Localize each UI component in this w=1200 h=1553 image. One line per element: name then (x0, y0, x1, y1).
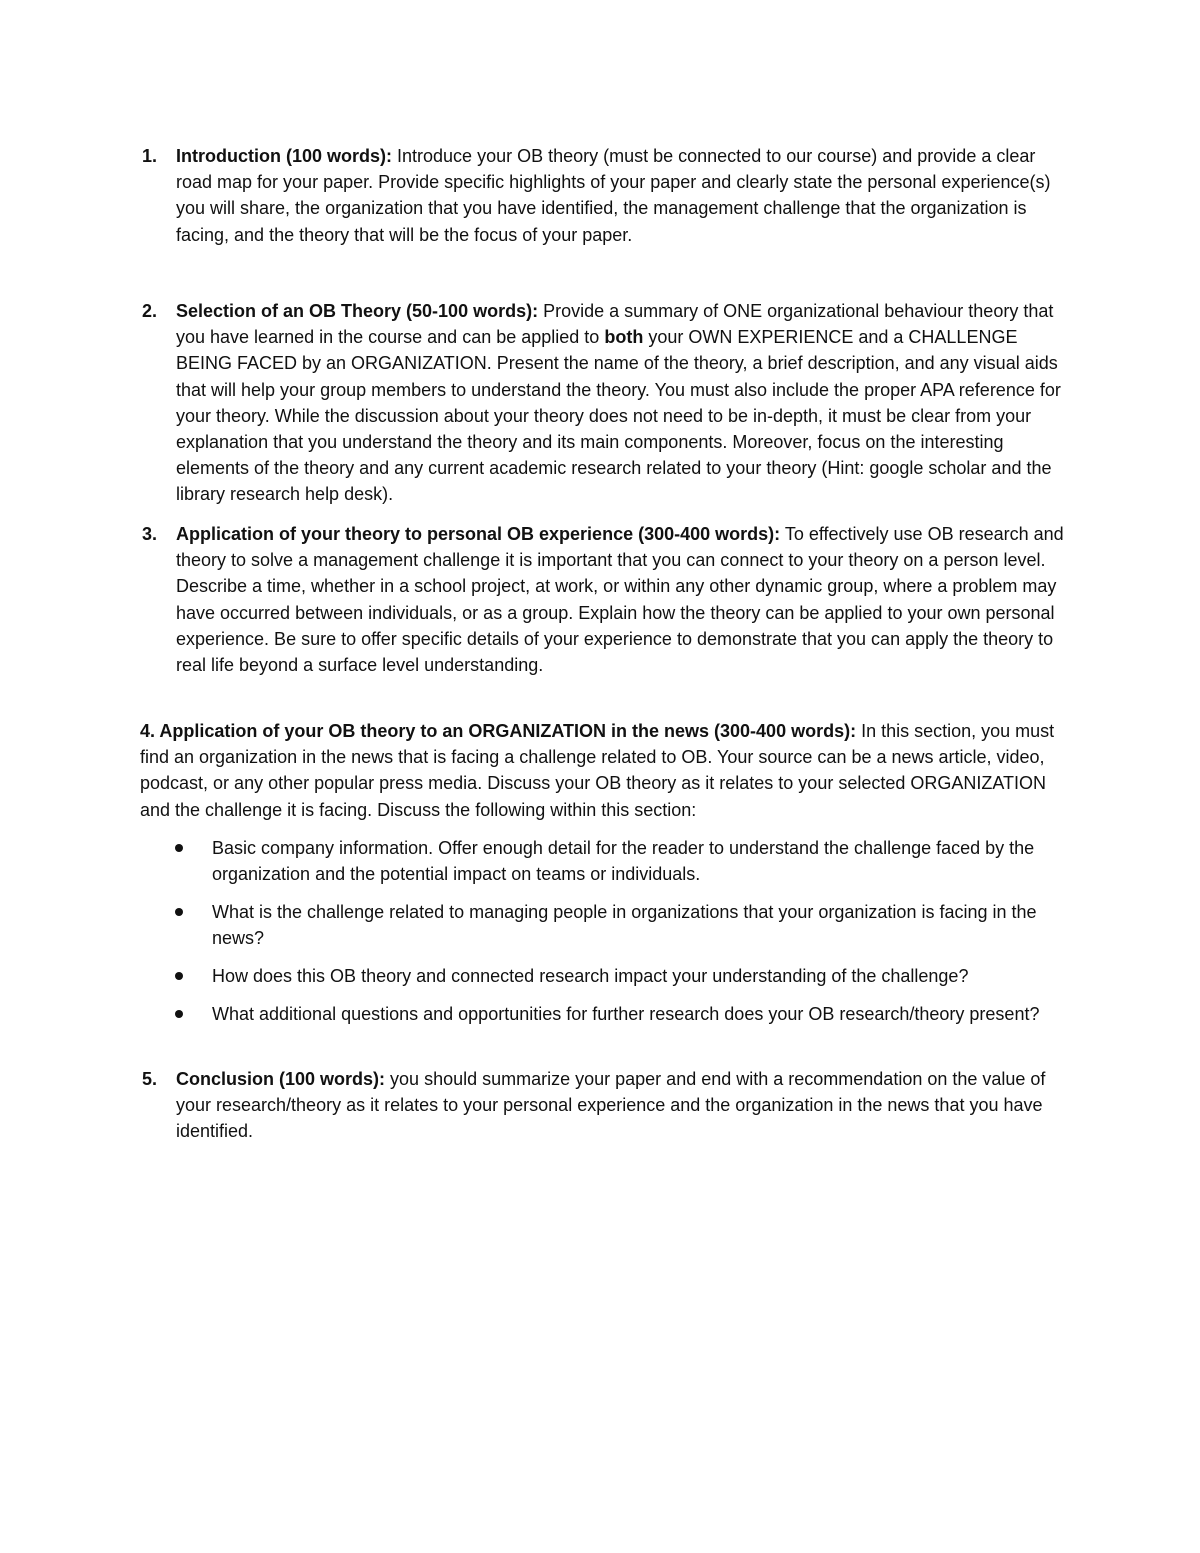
bullet-text: How does this OB theory and connected research impact your understanding of the challenge? (212, 966, 969, 986)
bullet-item (212, 835, 1072, 887)
section-body: To effectively use OB research and theory to solve a management challenge it is important that you can connect to your theory on a person level. Describe a time, whether in a school project, at work, or within any other dynamic group, where a problem may have occurred between individuals, or as a group. Explain how the theory can be applied to your own personal experience. Be sure to offer specific details of your experience to demonstrate that you can apply the theory to real life beyond a surface level understanding. (176, 524, 1064, 676)
section-selection-of-theory (142, 298, 1066, 508)
section-heading: Introduction (100 words): (176, 146, 392, 166)
bullet-text: What is the challenge related to managing people in organizations that your organization is facing in the news? (212, 902, 1037, 949)
section-body-continued: your OWN EXPERIENCE and a CHALLENGE BEING FACED by an ORGANIZATION. Present the name of the theory, a brief description, and any visual aids that will help your group members to understand the theory. You must also include the proper APA reference for your theory. While the discussion about your theory does not need to be in-depth, it must be clear from your explanation that you understand the theory and its main components. Moreover, focus on the interesting elements of the theory and any current academic research related to your theory (Hint: google scholar and the library research help desk). (176, 327, 1061, 505)
bullet-item (212, 963, 1072, 989)
bullet-item (212, 1001, 1072, 1027)
emphasis-both: both (604, 327, 644, 348)
section-heading: Application of your theory to personal OB experience (300-400 words): (176, 524, 781, 544)
bullet-dot-icon (175, 908, 183, 916)
section-number: 1. (142, 146, 158, 166)
section-heading: Selection of an OB Theory (50-100 words): (176, 301, 539, 321)
section-heading: Conclusion (100 words): (176, 1069, 386, 1089)
bullet-dot-icon (175, 1010, 183, 1018)
bullet-text: Basic company information. Offer enough detail for the reader to understand the challenge faced by the organization and the potential impact on teams or individuals. (212, 838, 1035, 885)
bullet-item (212, 899, 1072, 951)
bullet-dot-icon (175, 844, 183, 852)
section-number: 3. (142, 524, 158, 544)
bullet-dot-icon (175, 972, 183, 980)
section-heading: 4. Application of your OB theory to an ORGANIZATION in the news (300-400 words): (140, 721, 857, 741)
section-number: 2. (142, 301, 158, 321)
section-number: 5. (142, 1069, 158, 1089)
section-body: Provide a summary of ONE organizational behaviour theory that you have learned in the course and can be applied to (176, 301, 1054, 348)
section-personal-experience (142, 521, 1066, 678)
section-body: you should summarize your paper and end with a recommendation on the value of your research/theory as it relates to your personal experience and the organization in the news that you have identified. (176, 1069, 1046, 1142)
section-introduction (142, 143, 1066, 248)
bullet-text: What additional questions and opportunities for further research does your OB research/theory present? (212, 1004, 1040, 1024)
section-organization-in-news (140, 718, 1060, 823)
section-conclusion (142, 1066, 1066, 1145)
section-body: Introduce your OB theory (must be connected to our course) and provide a clear road map for your paper. Provide specific highlights of your paper and clearly state the personal experience(s) you will share, the organization that you have identified, the management challenge that the organization is facing, and the theory that will be the focus of your paper. (176, 146, 1051, 245)
section-body: In this section, you must find an organization in the news that is facing a challenge related to OB. Your source can be a news article, video, podcast, or any other popular press media. Discuss your OB theory as it relates to your selected ORGANIZATION and the challenge it is facing. Discuss the following within this section: (140, 721, 1055, 820)
